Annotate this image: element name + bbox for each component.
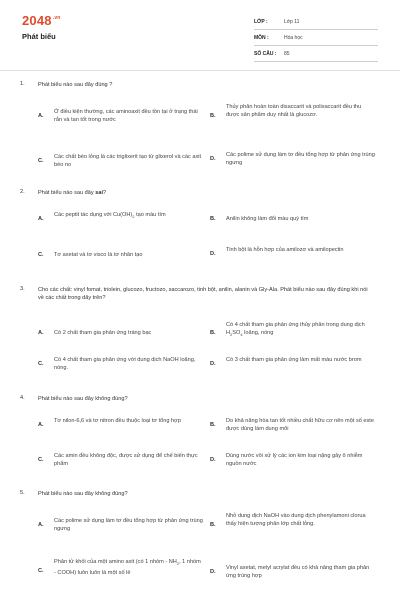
option-text: Các polime sử dụng làm tơ đều tổng hợp từ phản ứng trùng ngưng <box>54 518 203 533</box>
option-letter: C. <box>38 158 44 164</box>
subscript: 2 <box>230 332 233 338</box>
document-header <box>0 0 400 70</box>
option-text: Tơ nilon-6,6 và tơ nitron đều thuộc loại tơ tổng hợp <box>54 418 181 424</box>
option-text: Thủy phân hoàn toàn disaccarit và polisaccarit đều thu được sản phẩm duy nhất là glucozơ. <box>226 104 362 119</box>
option-text-start: Phân tử khối của một amino axit (có 1 nhóm - NH <box>54 559 177 565</box>
meta-class-label: LỚP : <box>254 19 268 25</box>
logo-suffix: .vn <box>52 15 61 21</box>
option-letter: A. <box>38 216 44 222</box>
option-letter: B. <box>210 216 216 222</box>
meta-subject-value: Hóa học <box>284 35 303 41</box>
header-divider <box>0 70 400 71</box>
option-text: Tinh bột là hỗn hợp của amilozơ và amilopectin <box>226 247 344 253</box>
formula-mid: SO <box>232 330 241 337</box>
option-text-start: Các peptit tác dụng với Cu(OH) <box>54 212 133 218</box>
meta-subject <box>254 30 378 46</box>
document-title: Phát biểu <box>22 32 56 41</box>
option-text: Các polime sử dụng làm tơ đều tổng hợp từ phản ứng trùng ngưng <box>226 152 375 167</box>
option-text: Vinyl axetat, metyl acrylat đều có khả năng tham gia phản ứng trùng hợp <box>226 565 370 580</box>
option-text: Có 4 chất tham gia phản ứng với dung dịch NaOH loãng, nóng. <box>54 357 196 372</box>
option-text <box>54 211 204 222</box>
logo-main: 2048 <box>22 13 52 28</box>
option-letter: A. <box>38 113 44 119</box>
option-letter: D. <box>210 251 216 257</box>
option-letter: D. <box>210 457 216 463</box>
question-text-start: Phát biểu nào sau đây <box>38 190 94 196</box>
meta-count-value: 85 <box>284 51 290 57</box>
option-letter: C. <box>38 252 44 258</box>
question-number: 1. <box>20 81 25 87</box>
option-letter: D. <box>210 569 216 575</box>
question-emphasis: sai <box>95 190 104 196</box>
option-letter: B. <box>210 113 216 119</box>
subscript: 2 <box>132 214 135 220</box>
option-text: Dùng nước vôi xử lý các ion kim loại nặng gây ô nhiễm nguồn nước <box>226 453 363 468</box>
question-text: Phát biểu nào sau đây đúng ? <box>38 82 113 88</box>
option-text: Anilin không làm đổi màu quỳ tím <box>226 216 309 222</box>
option-letter: D. <box>210 156 216 162</box>
option-text-end: , 1 nhóm - COOH) luôn luôn là một số lẻ <box>54 559 201 576</box>
meta-count <box>254 46 378 62</box>
question-text-end: ? <box>103 190 107 196</box>
option-letter: B. <box>210 330 216 336</box>
option-letter: A. <box>38 330 44 336</box>
site-logo[interactable] <box>22 13 61 28</box>
option-letter: B. <box>210 422 216 428</box>
meta-class <box>254 14 378 30</box>
meta-subject-label: MÔN : <box>254 35 269 41</box>
option-letter: C. <box>38 457 44 463</box>
option-text: Có 2 chất tham gia phản ứng tráng bạc <box>54 330 152 336</box>
option-text-end: loãng, nóng <box>242 330 274 337</box>
option-letter: C. <box>38 568 44 574</box>
meta-count-label: SỐ CÂU : <box>254 51 277 57</box>
option-letter: A. <box>38 422 44 428</box>
option-text: Có 3 chất tham gia phản ứng làm mất màu nước brom <box>226 357 362 363</box>
option-text <box>226 321 376 340</box>
option-letter: C. <box>38 361 44 367</box>
question-number: 5. <box>20 490 25 496</box>
option-text-start: Có 4 chất tham gia phản ứng thủy phân trong dung dịch H <box>226 322 365 337</box>
option-text: Nhỏ dung dịch NaOH vào dung dịch phenylamoni clorua thấy hiện tượng phân lớp chất lỏng. <box>226 513 366 528</box>
option-letter: B. <box>210 522 216 528</box>
option-letter: A. <box>38 522 44 528</box>
question-text: Phát biểu nào sau đây không đúng? <box>38 491 128 497</box>
meta-class-value: Lớp 11 <box>284 19 300 25</box>
option-letter: D. <box>210 361 216 367</box>
option-text <box>54 558 204 577</box>
option-text: Do khả năng hòa tan tốt nhiều chất hữu cơ nên một số este được dùng làm dung môi <box>226 418 374 433</box>
question-text: Cho các chất: vinyl fomat, triolein, glucozo, fructozo, saccarozo, tinh bột, anilin, alanin và Gly-Ala. Phát biểu nào sau đây đúng khi nói về các chất trong dãy trên? <box>38 287 368 302</box>
question-text: Phát biểu nào sau đây không đúng? <box>38 396 128 402</box>
subscript: 2 <box>176 561 180 567</box>
subscript: 4 <box>240 332 243 338</box>
question-number: 4. <box>20 395 25 401</box>
question-text <box>38 189 373 197</box>
option-text: Các chất béo lỏng là các triglixerit tạo từ glixerol và các axit béo no <box>54 154 202 169</box>
question-number: 2. <box>20 189 25 195</box>
question-number: 3. <box>20 286 25 292</box>
option-text-end: tạo màu tím <box>134 212 166 218</box>
option-text: Các amin đều không độc, được sử dụng để chế biến thực phẩm <box>54 453 198 468</box>
option-text: Ở điều kiện thường, các aminoaxit đều tồn tại ở trạng thái rắn và tan tốt trong nước <box>54 109 198 124</box>
option-text: Tơ axetat và tơ visco là tơ nhân tạo <box>54 252 143 258</box>
